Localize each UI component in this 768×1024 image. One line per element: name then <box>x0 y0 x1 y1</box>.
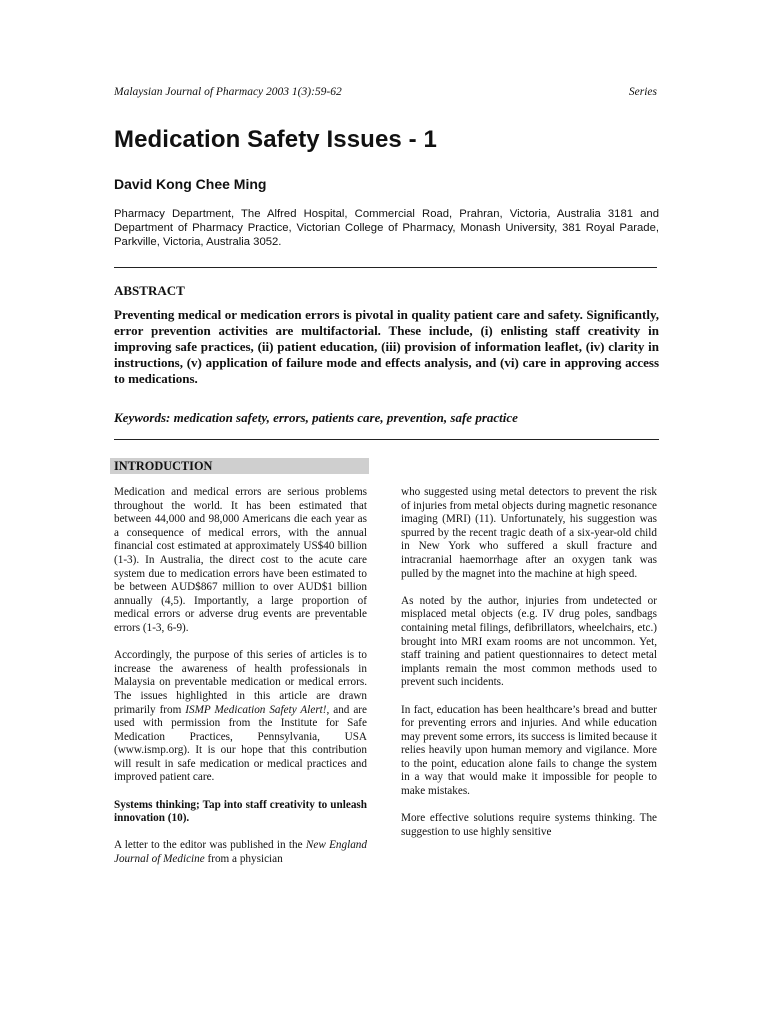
column-right <box>401 486 657 853</box>
divider-bottom <box>114 439 659 440</box>
journal-citation: Malaysian Journal of Pharmacy 2003 1(3):59-62 <box>114 86 342 98</box>
article-title: Medication Safety Issues - 1 <box>114 126 437 153</box>
introduction-heading-bar <box>110 458 369 474</box>
intro-paragraph-1: Medication and medical errors are serious problems throughout the world. It has been estimated that between 44,000 and 98,000 Americans die each year as a consequence of medical errors, with the annual financial cost estimated at approximately US$40 billion (1-3). In Australia, the direct cost to the acute care system due to medication errors have been estimated to be between AUD$867 million to over AUD$1 billion annually (4,5). Importantly, a large proportion of medical errors or adverse drug events are preventable errors (1-3, 6-9). <box>114 486 367 634</box>
right-paragraph-4: More effective solutions require systems thinking. The suggestion to use highly sensitive <box>401 812 657 838</box>
author-affiliation: Pharmacy Department, The Alfred Hospital, Commercial Road, Prahran, Victoria, Australia 3181 and Department of Pharmacy Practice, Victorian College of Pharmacy, Monash University, 381 Royal Parade, Parkville, Victoria, Australia 3052. <box>114 208 659 248</box>
section-subheading: Systems thinking; Tap into staff creativity to unleash innovation (10). <box>114 798 367 825</box>
section-label: Series <box>628 86 657 98</box>
column-left <box>114 486 367 880</box>
intro-paragraph-2: Accordingly, the purpose of this series of articles is to increase the awareness of health professionals in Malaysia on preventable medication or medical errors. The issues highlighted in this article are drawn primarily from ISMP Medication Safety Alert!, and are used with permission from the Institute for Safe Medication Practices, Pennsylvania, USA (www.ismp.org). It is our hope that this contribution will result in safe medication or medical practices and improved patient care. <box>114 649 367 784</box>
divider-top <box>114 267 657 268</box>
intro-paragraph-3: A letter to the editor was published in the New England Journal of Medicine from a physician <box>114 839 367 866</box>
right-paragraph-1: who suggested using metal detectors to prevent the risk of injuries from metal objects during magnetic resonance imaging (MRI) (11). Unfortunately, his suggestion was spurred by the recent tragic death of a six-year-old child in New York who suffered a skull fracture and intracranial haemorrhage after an oxygen tank was pulled by the magnet into the machine at high speed. <box>401 486 657 580</box>
keywords: Keywords: medication safety, errors, patients care, prevention, safe practice <box>114 410 518 425</box>
right-paragraph-3: In fact, education has been healthcare’s bread and butter for preventing errors and injuries. And while education may prevent some errors, its success is limited because it relies heavily upon human memory and vigilance. More to the point, education alone fails to change the system in a way that would make it impossible for people to make mistakes. <box>401 703 657 798</box>
nejm-title: New England Journal of Medicine <box>114 839 367 866</box>
author-name: David Kong Chee Ming <box>114 176 267 192</box>
introduction-heading: INTRODUCTION <box>114 459 213 473</box>
right-paragraph-2: As noted by the author, injuries from undetected or misplaced metal objects (e.g. IV drug poles, sandbags containing metal filings, defibrillators, wheelchairs, etc.) brought into MRI exam rooms are not uncommon. Yet, staff training and patient questionnaires to detect metal implants remain the most common methods used to prevent such incidents. <box>401 594 657 689</box>
ismp-alert-title: ISMP Medication Safety Alert! <box>185 703 327 716</box>
abstract-heading: ABSTRACT <box>114 283 185 298</box>
abstract-text: Preventing medical or medication errors is pivotal in quality patient care and safety. Significantly, error prevention activities are multifactorial. These include, (i) enlisting staff creativity in improving safe practices, (ii) patient education, (iii) provision of information leaflet, (iv) clarity in instructions, (v) application of failure mode and effects analysis, and (vi) care in approving access to medications. <box>114 307 659 386</box>
